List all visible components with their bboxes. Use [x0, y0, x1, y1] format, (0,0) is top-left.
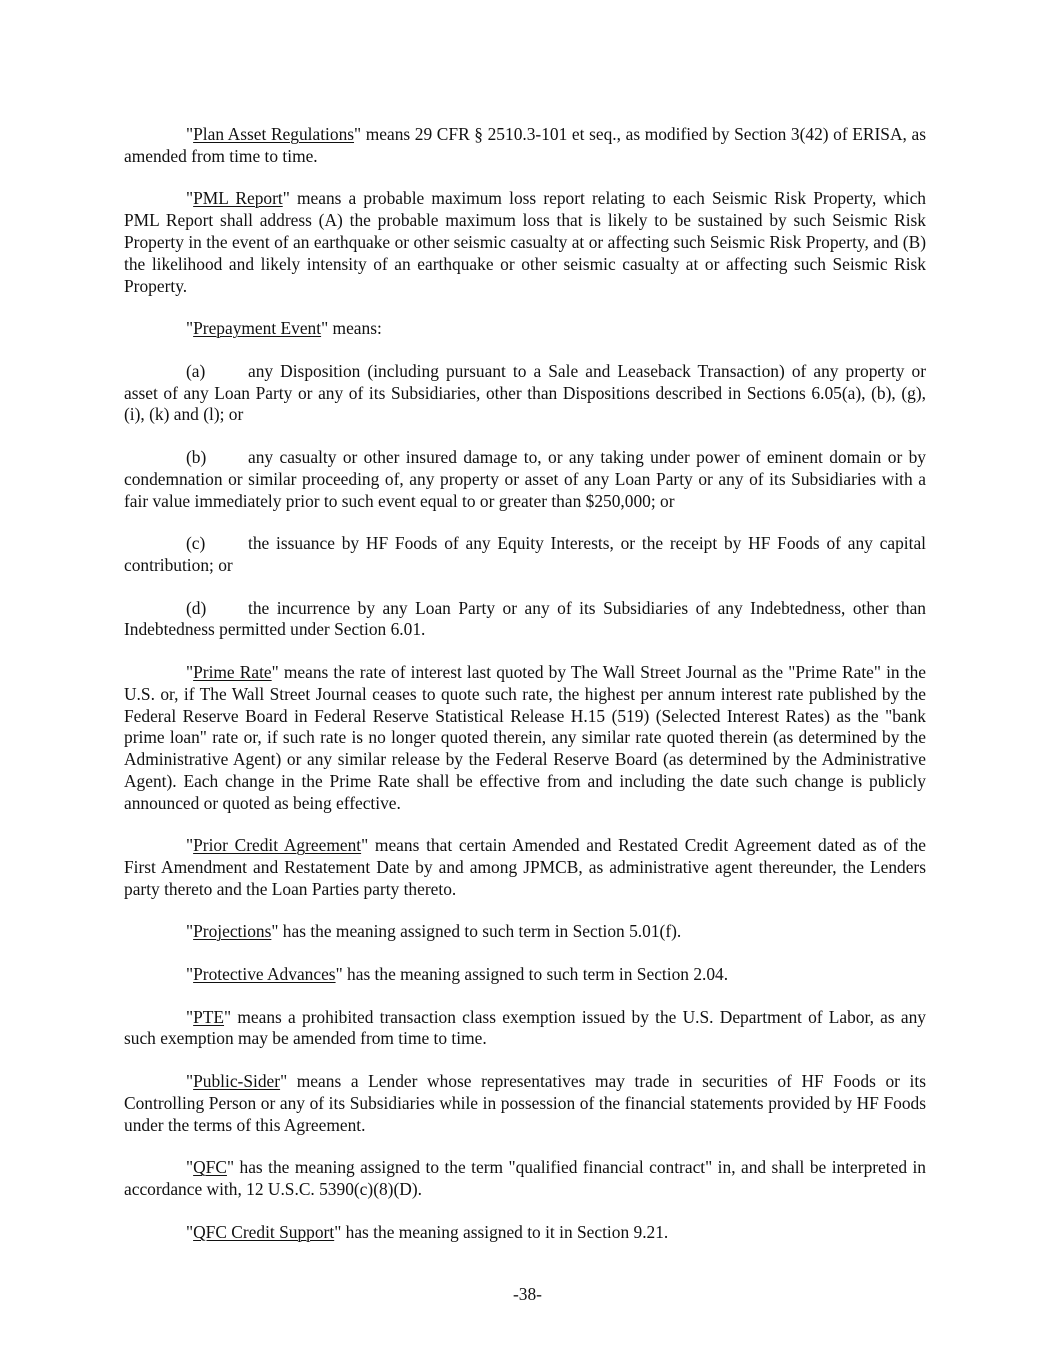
clause-label: (b) [186, 446, 207, 467]
prepayment-clause-b [124, 447, 926, 512]
open-quote: " [186, 124, 194, 144]
definition-pte [124, 1007, 926, 1051]
open-quote: " [186, 188, 194, 209]
defined-term: Plan Asset Regulations [193, 124, 355, 144]
definition-text: " means a probable maximum loss report relating to each Seismic Risk Property, which PML Report shall address (A) the probable maximum loss that is likely to be sustained by such Seismic Risk Property in the event of an earthquake or other seismic casualty at or affecting such Seismic Risk Property, and (B) the likelihood and likely intensity of an earthquake or other seismic casualty at or affecting such Seismic Risk Property. [124, 188, 927, 296]
defined-term: QFC Credit Support [193, 1221, 335, 1242]
clause-text: any casualty or other insured damage to, or any taking under power of eminent domain or by condemnation or similar proceeding of, any property or asset of any Loan Party or any of its Subsidiaries with a fair value immediately prior to such event equal to or greater than $250,000; or [124, 446, 926, 511]
clause-label: (a) [186, 360, 206, 381]
defined-term: Prepayment Event [193, 318, 322, 339]
open-quote: " [186, 835, 194, 856]
open-quote: " [186, 661, 194, 682]
definition-prime-rate [124, 662, 926, 815]
definition-text: " means a Lender whose representatives may trade in securities of HF Foods or its Controlling Person or any of its Subsidiaries while in possession of the financial statements provided by HF Foods under the terms of this Agreement. [124, 1071, 926, 1135]
definition-text: " means that certain Amended and Restated Credit Agreement dated as of the First Amendment and Restatement Date by and among JPMCB, as administrative agent thereunder, the Lenders party thereto and the Loan Parties party thereto. [124, 835, 926, 899]
open-quote: " [186, 1157, 194, 1178]
prepayment-clause-d [124, 598, 926, 642]
defined-term: Protective Advances [193, 964, 336, 985]
defined-term: Public-Sider [193, 1071, 281, 1092]
definition-pml-report [124, 188, 926, 297]
defined-term: Prime Rate [193, 661, 272, 682]
clause-text: the incurrence by any Loan Party or any of its Subsidiaries of any Indebtedness, other than Indebtedness permitted under Section 6.01. [124, 597, 926, 640]
definition-qfc-credit-support [124, 1222, 926, 1244]
defined-term: PML Report [193, 188, 283, 209]
definition-projections [124, 921, 926, 943]
open-quote: " [186, 921, 194, 942]
clause-text: any Disposition (including pursuant to a Sale and Leaseback Transaction) of any property or asset of any Loan Party or any of its Subsidiaries, other than Dispositions described in Sections 6.05(a), (b), (g), (i), (k) and (l); or [124, 360, 926, 425]
definition-text: " has the meaning assigned to it in Section 9.21. [334, 1221, 669, 1242]
open-quote: " [186, 1071, 194, 1092]
clause-label: (d) [186, 597, 207, 618]
definition-plan-asset-regulations [124, 124, 926, 168]
defined-term: Projections [193, 921, 272, 942]
definition-text: " means 29 CFR § 2510.3-101 et seq., as modified by Section 3(42) of ERISA, as amended from time to time. [124, 124, 926, 166]
open-quote: " [186, 318, 194, 339]
prepayment-clause-a [124, 361, 926, 426]
defined-term: QFC [193, 1157, 227, 1178]
definition-text: " means: [321, 318, 382, 339]
clause-label: (c) [186, 533, 206, 554]
document-page [124, 124, 926, 1264]
open-quote: " [186, 1221, 194, 1242]
prepayment-clause-c [124, 533, 926, 577]
definition-text: " has the meaning assigned to such term in Section 2.04. [335, 964, 729, 985]
definition-text: " has the meaning assigned to such term in Section 5.01(f). [271, 921, 682, 942]
defined-term: Prior Credit Agreement [193, 835, 362, 856]
definition-public-sider [124, 1071, 926, 1136]
defined-term: PTE [193, 1006, 225, 1027]
page-number: -38- [513, 1284, 542, 1304]
open-quote: " [186, 1006, 194, 1027]
definition-text: " has the meaning assigned to the term "qualified financial contract" in, and shall be interpreted in accordance with, 12 U.S.C. 5390(c)(8)(D). [124, 1157, 926, 1200]
definition-qfc [124, 1157, 926, 1201]
definition-prior-credit-agreement [124, 835, 926, 900]
clause-text: the issuance by HF Foods of any Equity Interests, or the receipt by HF Foods of any capital contribution; or [124, 533, 926, 575]
definition-protective-advances [124, 964, 926, 986]
open-quote: " [186, 964, 194, 985]
definition-prepayment-event [124, 318, 926, 340]
definition-text: " means the rate of interest last quoted by The Wall Street Journal as the "Prime Rate" in the U.S. or, if The Wall Street Journal ceases to quote such rate, the highest per annum interest rate published by the Federal Reserve Board in Federal Reserve Statistical Release H.15 (519) (Selected Interest Rates) as the "bank prime loan" rate or, if such rate is no longer quoted therein, any similar rate quoted therein (as determined by the Administrative Agent) or any similar release by the Federal Reserve Board (as determined by the Administrative Agent). Each change in the Prime Rate shall be effective from and including the date such change is publicly announced or quoted as being effective. [124, 661, 926, 813]
definition-text: " means a prohibited transaction class exemption issued by the U.S. Department of Labor, as any such exemption may be amended from time to time. [124, 1006, 926, 1049]
